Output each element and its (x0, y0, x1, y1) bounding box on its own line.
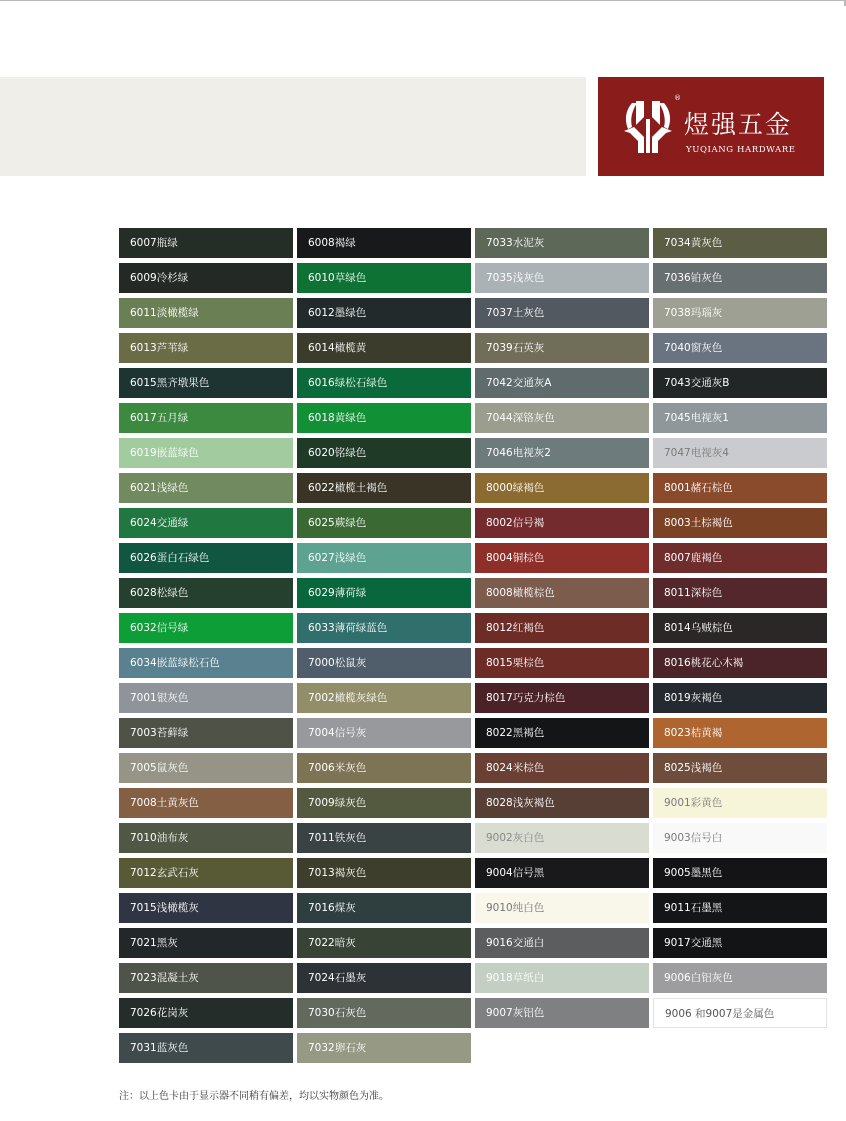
color-swatch: 9001彩黄色 (653, 788, 827, 818)
color-swatch: 6009冷杉绿 (119, 263, 293, 293)
color-swatch: 8000绿褐色 (475, 473, 649, 503)
color-swatch: 7036铂灰色 (653, 263, 827, 293)
color-swatch: 7033水泥灰 (475, 228, 649, 258)
color-swatch: 7024石墨灰 (297, 963, 471, 993)
color-swatch: 8019灰褐色 (653, 683, 827, 713)
color-swatch: 6013芦苇绿 (119, 333, 293, 363)
color-swatch: 7005鼠灰色 (119, 753, 293, 783)
header-band (0, 77, 586, 176)
color-swatch: 6016绿松石绿色 (297, 368, 471, 398)
color-swatch: 8015栗棕色 (475, 648, 649, 678)
color-swatch: 8017巧克力棕色 (475, 683, 649, 713)
color-swatch: 8011深棕色 (653, 578, 827, 608)
color-swatch: 7037土灰色 (475, 298, 649, 328)
color-swatch: 8008橄榄棕色 (475, 578, 649, 608)
color-swatch: 7044深铬灰色 (475, 403, 649, 433)
color-swatch: 6007瓶绿 (119, 228, 293, 258)
color-swatch: 6020铭绿色 (297, 438, 471, 468)
color-swatch: 9003信号白 (653, 823, 827, 853)
color-swatch: 8002信号褐 (475, 508, 649, 538)
color-swatch: 9018草纸白 (475, 963, 649, 993)
color-swatch: 7010油布灰 (119, 823, 293, 853)
color-swatch: 7008土黄灰色 (119, 788, 293, 818)
color-swatch: 9010纯白色 (475, 893, 649, 923)
color-swatch: 7031蓝灰色 (119, 1033, 293, 1063)
color-swatch: 6027浅绿色 (297, 543, 471, 573)
color-swatch: 6026蛋白石绿色 (119, 543, 293, 573)
color-swatch: 7016煤灰 (297, 893, 471, 923)
color-swatch: 8025浅褐色 (653, 753, 827, 783)
color-swatch: 9006 和9007是金属色 (653, 998, 827, 1028)
color-swatch: 6017五月绿 (119, 403, 293, 433)
color-swatch: 6010草绿色 (297, 263, 471, 293)
color-swatch: 8007鹿褐色 (653, 543, 827, 573)
color-swatch: 7021黑灰 (119, 928, 293, 958)
color-swatch: 6008褐绿 (297, 228, 471, 258)
color-swatch-grid (119, 228, 825, 1064)
brand-name-en: YUQIANG HARDWARE (686, 145, 796, 155)
disclaimer-note: 注：以上色卡由于显示器不同稍有偏差，均以实物颜色为准。 (119, 1091, 389, 1102)
color-swatch: 7032卵石灰 (297, 1033, 471, 1063)
color-swatch: 9011石墨黑 (653, 893, 827, 923)
color-swatch: 6028松绿色 (119, 578, 293, 608)
color-swatch: 7038玛瑙灰 (653, 298, 827, 328)
color-swatch: 7000松鼠灰 (297, 648, 471, 678)
color-swatch: 7047电视灰4 (653, 438, 827, 468)
color-swatch: 7013褐灰色 (297, 858, 471, 888)
brand-name-cn: 煜强五金 (684, 110, 793, 139)
color-swatch: 7026花岗灰 (119, 998, 293, 1028)
color-swatch: 7002橄榄灰绿色 (297, 683, 471, 713)
color-swatch: 9004信号黑 (475, 858, 649, 888)
registered-mark: ® (674, 94, 681, 102)
color-swatch: 6018黄绿色 (297, 403, 471, 433)
color-swatch: 7003苔藓绿 (119, 718, 293, 748)
color-swatch: 9016交通白 (475, 928, 649, 958)
color-swatch: 8028浅灰褐色 (475, 788, 649, 818)
color-swatch: 6011淡橄榄绿 (119, 298, 293, 328)
color-swatch: 9006白铝灰色 (653, 963, 827, 993)
color-swatch: 8003土棕褐色 (653, 508, 827, 538)
color-swatch: 7015浅橄榄灰 (119, 893, 293, 923)
color-swatch: 8012红褐色 (475, 613, 649, 643)
color-swatch: 8022黑褐色 (475, 718, 649, 748)
color-swatch: 9007灰铝色 (475, 998, 649, 1028)
color-swatch: 6029薄荷绿 (297, 578, 471, 608)
color-swatch: 6021浅绿色 (119, 473, 293, 503)
color-swatch: 8001赭石棕色 (653, 473, 827, 503)
color-swatch: 7006米灰色 (297, 753, 471, 783)
color-swatch: 7009绿灰色 (297, 788, 471, 818)
color-swatch: 8004铜棕色 (475, 543, 649, 573)
color-swatch: 7022暗灰 (297, 928, 471, 958)
color-swatch: 7035浅灰色 (475, 263, 649, 293)
color-swatch: 6032信号绿 (119, 613, 293, 643)
brand-logo (598, 77, 824, 176)
color-swatch: 6022橄榄土褐色 (297, 473, 471, 503)
color-swatch: 6025蕨绿色 (297, 508, 471, 538)
color-swatch: 9005墨黑色 (653, 858, 827, 888)
color-swatch: 7004信号灰 (297, 718, 471, 748)
color-swatch: 7011铁灰色 (297, 823, 471, 853)
color-swatch: 9002灰白色 (475, 823, 649, 853)
color-swatch: 8014乌贼棕色 (653, 613, 827, 643)
color-swatch: 7040窗灰色 (653, 333, 827, 363)
color-swatch: 7012玄武石灰 (119, 858, 293, 888)
color-swatch: 7042交通灰A (475, 368, 649, 398)
color-swatch: 6019嵌蓝绿色 (119, 438, 293, 468)
color-swatch: 7023混凝土灰 (119, 963, 293, 993)
color-swatch: 9017交通黑 (653, 928, 827, 958)
color-swatch: 7034黄灰色 (653, 228, 827, 258)
color-swatch: 6014橄榄黄 (297, 333, 471, 363)
color-swatch: 7043交通灰B (653, 368, 827, 398)
color-swatch: 6034嵌蓝绿松石色 (119, 648, 293, 678)
color-swatch: 7046电视灰2 (475, 438, 649, 468)
top-rule (0, 0, 846, 1)
color-swatch: 8024米棕色 (475, 753, 649, 783)
color-swatch: 7030石灰色 (297, 998, 471, 1028)
color-swatch: 6015黑齐墩果色 (119, 368, 293, 398)
color-swatch: 8016桃花心木褐 (653, 648, 827, 678)
color-swatch: 7039石英灰 (475, 333, 649, 363)
color-swatch: 8023桔黄褐 (653, 718, 827, 748)
color-swatch: 7001银灰色 (119, 683, 293, 713)
brand-mark-icon (620, 97, 676, 155)
color-swatch: 7045电视灰1 (653, 403, 827, 433)
color-swatch: 6024交通绿 (119, 508, 293, 538)
color-swatch: 6012墨绿色 (297, 298, 471, 328)
color-swatch: 6033薄荷绿蓝色 (297, 613, 471, 643)
